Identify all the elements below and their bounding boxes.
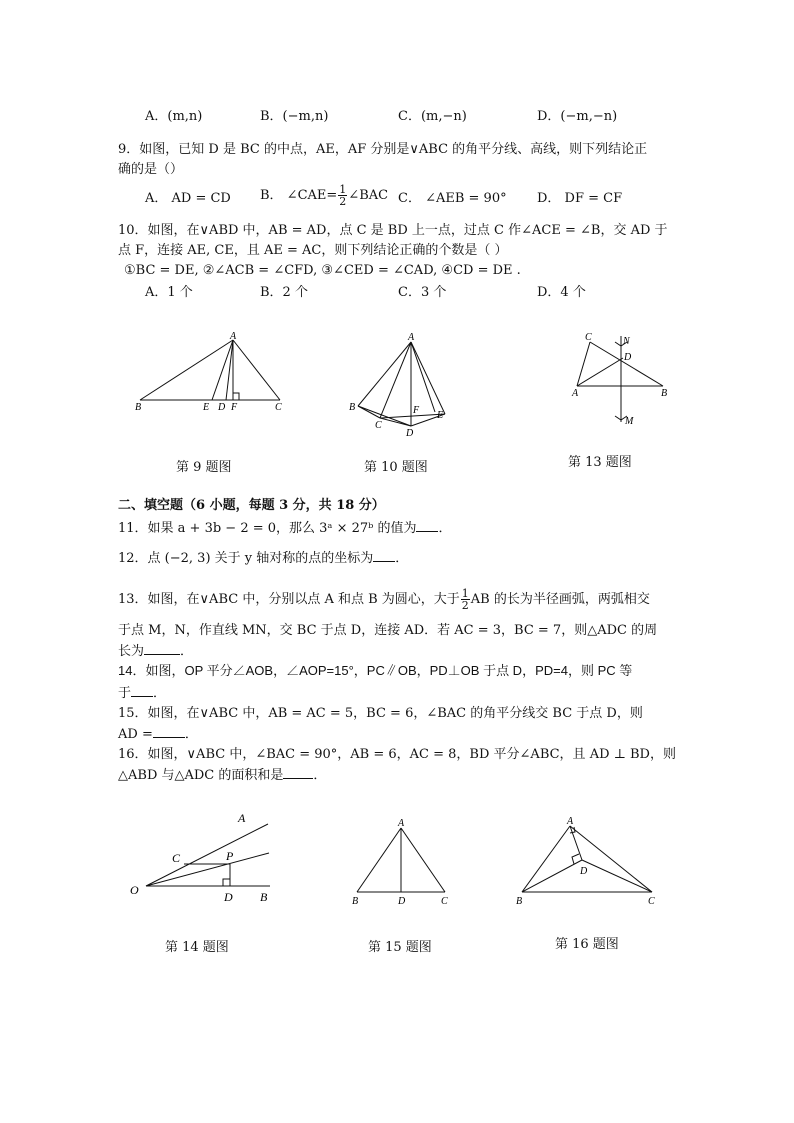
fig14-label-b: B [260, 890, 268, 904]
figure-15 [345, 816, 455, 908]
fig14-label-p: P [226, 849, 234, 863]
q12-blank [373, 549, 395, 562]
fraction-denominator: 2 [339, 195, 347, 208]
fig10-label-c: C [375, 420, 382, 431]
fig14-caption: 第 14 题图 [165, 940, 229, 955]
fraction-denominator: 2 [461, 599, 469, 612]
q9-stem-line2: 确的是（） [118, 162, 184, 177]
q13-line3-text: 长为 [118, 644, 145, 659]
q15-line1: 15．如图，在∨ABC 中，AB = AC = 5，BC = 6，∠BAC 的角平分线交 BC 于点 D，则 [118, 706, 643, 721]
fig13-label-d: D [624, 352, 632, 363]
q10-line2: 点 F，连接 AE, CE，且 AE = AC，则下列结论正确的个数是（ ） [118, 243, 508, 258]
fig10-label-b: B [349, 402, 356, 413]
fig15-caption: 第 15 题图 [368, 940, 432, 955]
q12 [118, 549, 408, 568]
q9-option-b [260, 184, 388, 207]
figure-16 [508, 814, 658, 909]
fig16-label-d: D [580, 866, 588, 877]
q9-option-b-fraction [338, 184, 347, 207]
fig13-caption: 第 13 题图 [568, 455, 632, 470]
fig16-caption: 第 16 题图 [555, 937, 619, 952]
q15-period: ． [184, 727, 198, 742]
fig9-label-f: F [231, 402, 238, 413]
q14-period: ． [153, 686, 167, 701]
figure-13 [565, 328, 680, 428]
q10-line1: 10．如图，在∨ABD 中，AB = AD，点 C 是 BD 上一点，过点 C 作∠ACE = ∠B，交 AD 于 [118, 223, 668, 238]
fig13-label-m: M [625, 416, 634, 427]
fig15-label-a: A [398, 818, 405, 829]
q14-line2-text: 于 [118, 686, 132, 701]
q11 [118, 519, 452, 538]
q12-text: 12．点 (−2, 3) 关于 y 轴对称的点的坐标为 [118, 551, 374, 566]
q13-line1 [118, 586, 650, 614]
q10-line3: ①BC = DE, ②∠ACB = ∠CFD, ③∠CED = ∠CAD, ④CD = DE . [124, 263, 521, 278]
q13-fraction [461, 588, 470, 611]
q8-option-d: D．(−m,−n) [537, 109, 618, 124]
q16-blank [283, 766, 313, 779]
fig15-label-d: D [398, 896, 406, 907]
q11-blank [416, 519, 438, 532]
fig13-label-n: N [623, 336, 630, 347]
fig9-label-c: C [275, 402, 282, 413]
fig15-label-c: C [441, 896, 448, 907]
fig9-label-a: A [230, 331, 237, 342]
q16-period: ． [313, 768, 327, 783]
figure-9 [130, 330, 290, 420]
q10-option-b: B．2 个 [260, 285, 308, 300]
q9-option-d: D． DF = CF [537, 191, 623, 206]
fig10-label-e: E [437, 410, 444, 421]
q13-blank [144, 642, 180, 655]
fig14-label-c: C [172, 851, 181, 865]
q13-line1-post: AB 的长为半径画弧，两弧相交 [470, 592, 650, 607]
q8-option-b: B．(−m,n) [260, 109, 329, 124]
fraction-numerator: 1 [339, 183, 347, 196]
q16-line1: 16．如图，∨ABC 中，∠BAC = 90°，AB = 6，AC = 8，BD 平分∠ABC，且 AD ⊥ BD，则 [118, 747, 676, 762]
q13-line2: 于点 M，N，作直线 MN，交 BC 于点 D，连接 AD．若 AC = 3，BC = 7，则△ADC 的周 [118, 623, 658, 638]
q13-line1-pre: 13．如图，在∨ABC 中，分别以点 A 和点 B 为圆心，大于 [118, 592, 460, 607]
fig16-label-c: C [648, 896, 655, 907]
section-2-title: 二、填空题（6 小题，每题 3 分，共 18 分） [118, 498, 385, 513]
fig9-label-b: B [135, 402, 142, 413]
q13-period: ． [180, 644, 194, 659]
q16-line2-text: △ABD 与△ADC 的面积和是 [118, 768, 284, 783]
fig13-label-b: B [661, 388, 668, 399]
q9-option-c: C． ∠AEB = 90° [398, 191, 507, 206]
figure-10 [345, 330, 455, 440]
q15-line2 [118, 725, 198, 744]
q8-option-a: A．(m,n) [145, 109, 203, 124]
fig14-label-d: D [224, 890, 233, 904]
q8-option-c: C．(m,−n) [398, 109, 467, 124]
fraction-numerator: 1 [461, 587, 469, 600]
figure-14 [126, 808, 286, 906]
fig10-label-f: F [413, 405, 420, 416]
q10-option-c: C．3 个 [398, 285, 447, 300]
q10-option-d: D．4 个 [537, 285, 586, 300]
fig9-caption: 第 9 题图 [176, 460, 232, 475]
fig14-label-a: A [238, 811, 246, 825]
q16-line2 [118, 766, 326, 785]
fig16-label-b: B [516, 896, 523, 907]
fig15-label-b: B [352, 896, 359, 907]
q9-stem-line1: 9．如图，已知 D 是 BC 的中点，AE，AF 分别是∨ABC 的角平分线、高线，则下列结论正 [118, 142, 648, 157]
q11-text: 11．如果 a + 3b − 2 = 0，那么 3ᵃ × 27ᵇ 的值为 [118, 521, 417, 536]
fig13-label-a: A [572, 388, 579, 399]
q14-line2 [118, 684, 166, 703]
fig16-label-a: A [567, 816, 574, 827]
q14-blank [131, 684, 153, 697]
fig10-label-d: D [406, 428, 414, 439]
fig9-label-d: D [218, 402, 226, 413]
q15-blank [153, 725, 185, 738]
fig9-label-e: E [203, 402, 210, 413]
q9-option-b-pre: B． ∠CAE= [260, 188, 338, 203]
fig13-label-c: C [585, 332, 592, 343]
fig14-label-o: O [130, 883, 139, 897]
q11-period: ． [438, 521, 452, 536]
q10-option-a: A．1 个 [145, 285, 193, 300]
fig10-caption: 第 10 题图 [364, 460, 428, 475]
q15-line2-text: AD = [118, 727, 153, 742]
q9-option-a: A． AD = CD [145, 191, 231, 206]
fig10-label-a: A [408, 332, 415, 343]
q9-option-b-post: ∠BAC [348, 188, 389, 203]
q14-line1: 14．如图，OP 平分∠AOB，∠AOP=15°，PC∥OB，PD⊥OB 于点 D，PD=4，则 PC 等 [118, 663, 633, 678]
q12-period: ． [395, 551, 409, 566]
q13-line3 [118, 642, 193, 661]
